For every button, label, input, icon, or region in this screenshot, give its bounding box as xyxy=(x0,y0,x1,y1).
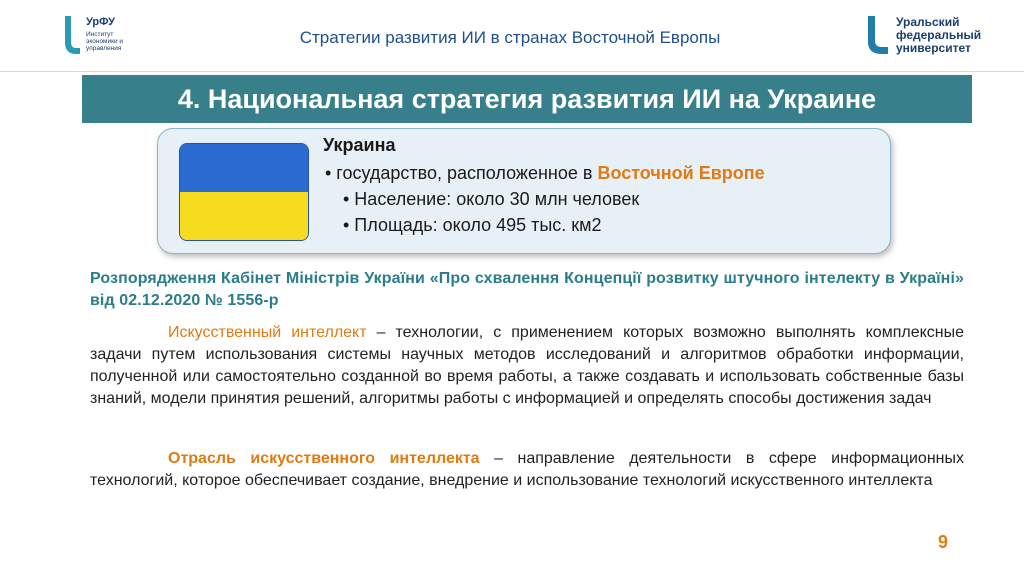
bullet-location: • государство, расположенное в Восточной Европе xyxy=(325,163,765,183)
urfu-institute-logo xyxy=(62,14,152,64)
urfu-logo-mark-icon xyxy=(864,14,892,58)
country-info-box xyxy=(157,128,891,254)
ukraine-flag-icon xyxy=(179,143,309,241)
header-title: Стратегии развития ИИ в странах Восточной Европы xyxy=(299,28,721,47)
urfu-university-logo xyxy=(864,14,1004,64)
term-ai: Искусственный интеллект xyxy=(168,324,367,341)
region-highlight: Восточной Европе xyxy=(597,163,765,183)
page-number: 9 xyxy=(938,532,949,552)
country-info-text xyxy=(323,135,883,238)
urfu-logo-mark-icon xyxy=(62,14,82,58)
definition-ai: Искусственный интеллект – технологии, с применением которых возможно выполнять комплексные задачи путем использования системы научных методов исследований и алгоритмов обработки информации, полученной или самостоятельно созданной во время работы, а также создавать и использовать собственные базы знаний, модели принятия решений, алгоритмы работы с информацией и определять способы достижения задач xyxy=(90,324,965,407)
logo-institute-text: Институт экономики и управления xyxy=(86,31,124,52)
logo-brand-text: УрФУ xyxy=(86,16,115,28)
slide-header xyxy=(0,0,1024,72)
country-name: Украина xyxy=(323,135,396,155)
section-title-banner: 4. Национальная стратегия развития ИИ на Украине xyxy=(82,75,972,123)
university-name: Уральский федеральный университет xyxy=(896,15,982,55)
header-divider xyxy=(0,71,1024,72)
definition-ai-industry: Отрасль искусственного интеллекта – направление деятельности в сфере информационных технологий, которое обеспечивает создание, внедрение и использование технологий искусственного интеллекта xyxy=(90,450,964,489)
term-ai-industry: Отрасль искусственного интеллекта xyxy=(168,450,480,467)
bullet-area: • Площадь: около 495 тыс. км2 xyxy=(343,215,602,235)
bullet-population: • Население: около 30 млн человек xyxy=(343,189,640,209)
ordinance-title: Розпорядження Кабінет Міністрів України «Про схвалення Концепції розвитку штучного інтелекту в Україні» від 02.12.2020 № 1556-р xyxy=(90,270,964,309)
